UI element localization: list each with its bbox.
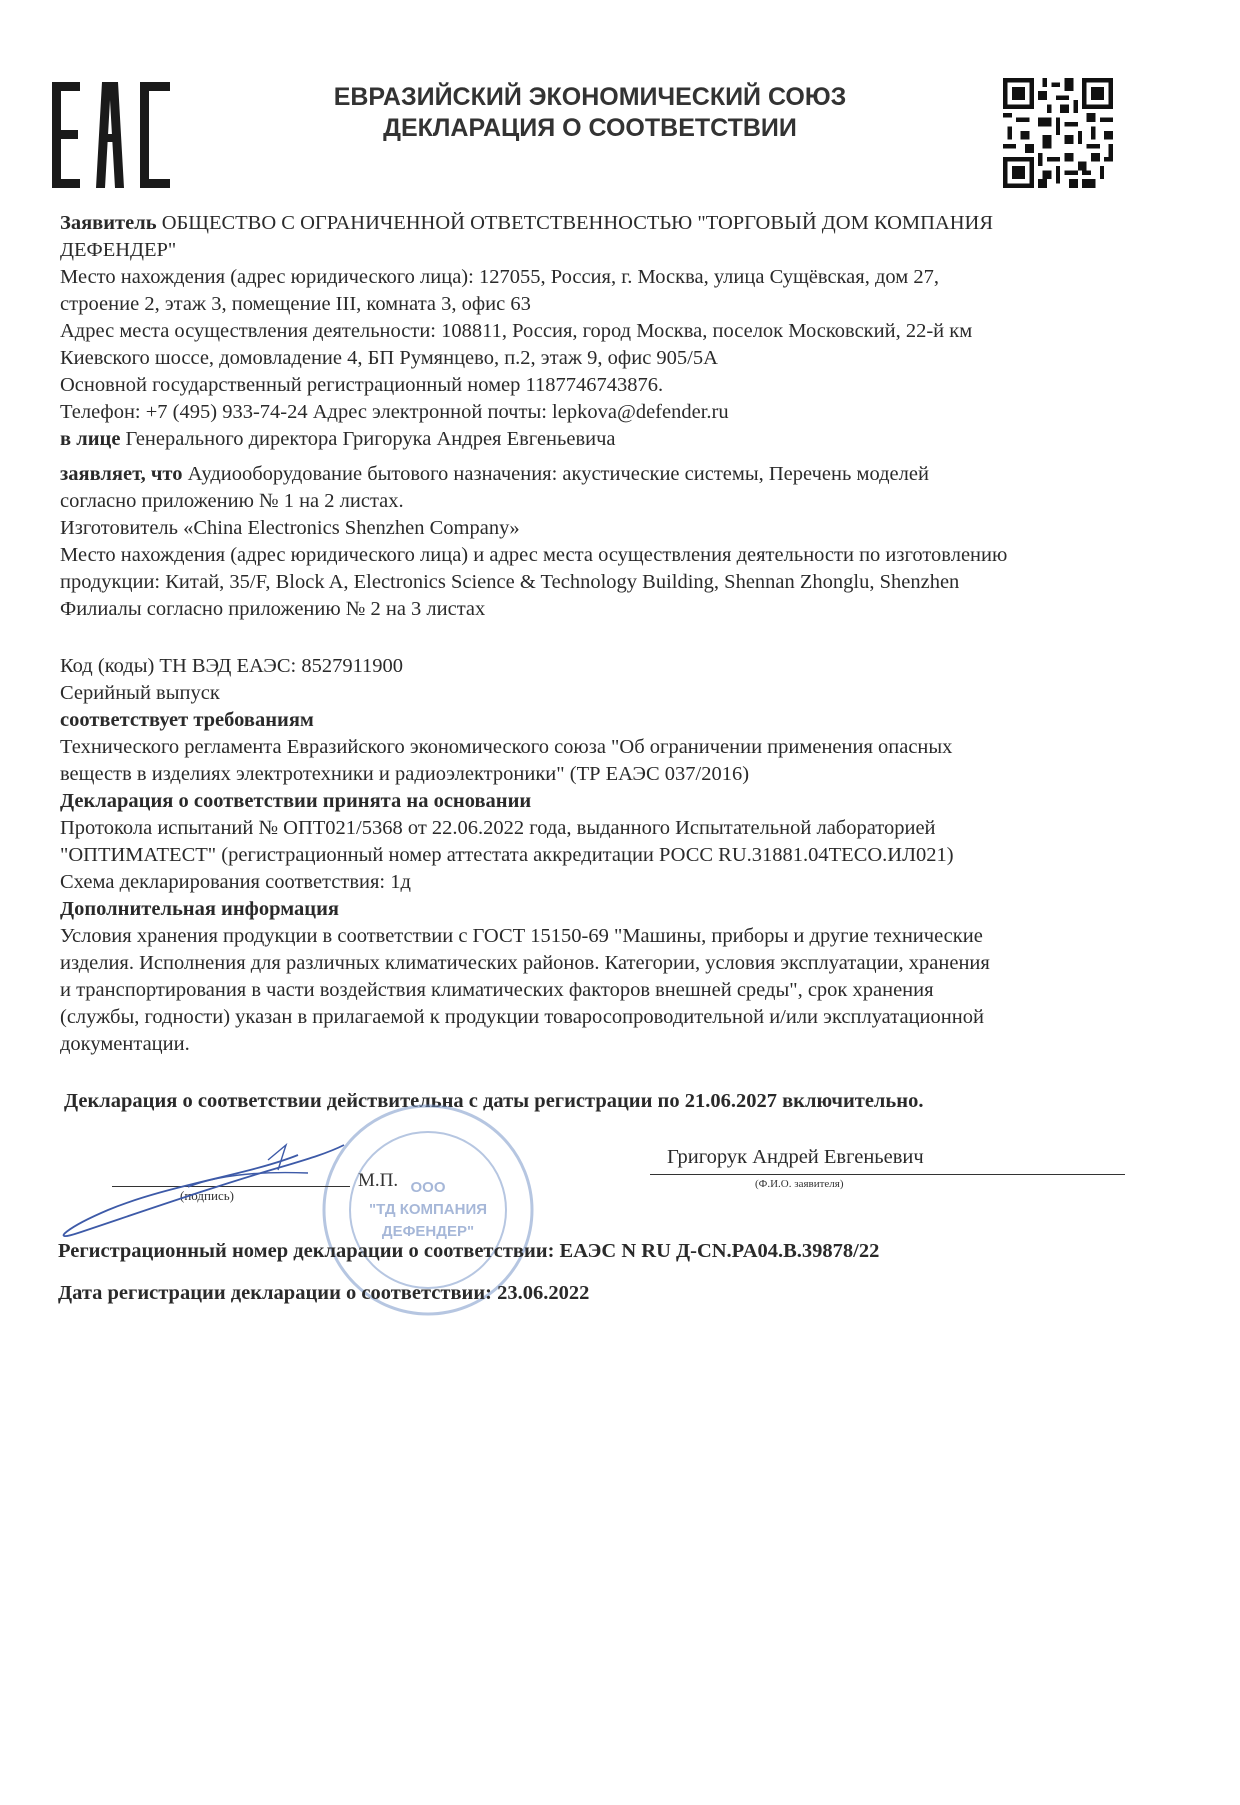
signature-caption: (подпись)	[180, 1188, 234, 1203]
requirements-line-2: веществ в изделиях электротехники и радиоэлектроники" (ТР ЕАЭС 037/2016)	[60, 763, 750, 785]
legal-address-2: строение 2, этаж 3, помещение III, комната 3, офис 63	[60, 293, 531, 315]
activity-address-1: Адрес места осуществления деятельности: 108811, Россия, город Москва, поселок Московский, 22-й км	[60, 320, 973, 342]
person-label: в лице	[60, 428, 121, 450]
declares-line-1	[60, 461, 1140, 488]
additional-line-4: (службы, годности) указан в прилагаемой к продукции товаросопроводительной и/или эксплуатационной	[60, 1006, 984, 1028]
handwritten-signature	[48, 1115, 348, 1245]
declares-label: заявляет, что	[60, 463, 183, 485]
basis-label: Декларация о соответствии принята на основании	[60, 790, 532, 812]
validity-statement: Декларация о соответствии действительна с даты регистрации по 21.06.2027 включительно.	[64, 1090, 924, 1112]
header-union: ЕВРАЗИЙСКИЙ ЭКОНОМИЧЕСКИЙ СОЮЗ	[333, 83, 847, 111]
registration-date: Дата регистрации декларации о соответствии: 23.06.2022	[58, 1282, 590, 1304]
declaration-body	[60, 210, 1140, 1058]
applicant-name: ОБЩЕСТВО С ОГРАНИЧЕННОЙ ОТВЕТСТВЕННОСТЬЮ "ТОРГОВЫЙ ДОМ КОМПАНИЯ	[161, 212, 994, 234]
person-line	[60, 426, 1140, 453]
requirements-line-1: Технического регламента Евразийского экономического союза "Об ограничении применения опасных	[60, 736, 953, 758]
branches-line: Филиалы согласно приложению № 2 на 3 листах	[60, 598, 486, 620]
signer-name-line	[650, 1174, 1125, 1175]
seal-place-label: М.П.	[358, 1170, 399, 1191]
document-header	[260, 82, 920, 144]
additional-line-2: изделия. Исполнения для различных климатических районов. Категории, условия эксплуатации, хранения	[60, 952, 990, 974]
additional-line-5: документации.	[60, 1033, 190, 1055]
applicant-label: Заявитель	[60, 212, 157, 234]
applicant-line-1	[60, 210, 1140, 237]
registration-number: Регистрационный номер декларации о соответствии: ЕАЭС N RU Д-CN.PA04.B.39878/22	[58, 1240, 880, 1262]
stamp-line-2: "ТД КОМПАНИЯ	[368, 1201, 488, 1218]
manufacturer-address-2: продукции: Китай, 35/F, Block A, Electronics Science & Technology Building, Shennan Zhonglu, Shenzhen	[60, 571, 960, 593]
additional-label: Дополнительная информация	[60, 898, 339, 920]
qr-code-icon	[1003, 78, 1113, 188]
legal-address-1: Место нахождения (адрес юридического лица): 127055, Россия, г. Москва, улица Сущёвская, дом 27,	[60, 266, 939, 288]
activity-address-2: Киевского шоссе, домовладение 4, БП Румянцево, п.2, этаж 9, офис 905/5А	[60, 347, 718, 369]
series-line: Серийный выпуск	[60, 682, 220, 704]
ogrn-line: Основной государственный регистрационный номер 1187746743876.	[60, 374, 664, 396]
declares-text: Аудиооборудование бытового назначения: акустические системы, Перечень моделей	[187, 463, 929, 485]
applicant-name-cont: ДЕФЕНДЕР"	[60, 239, 177, 261]
tnved-code-line: Код (коды) ТН ВЭД ЕАЭС: 8527911900	[60, 655, 404, 677]
signer-name: Григорук Андрей Евгеньевич	[667, 1146, 924, 1168]
stamp-line-1: ООО	[410, 1179, 446, 1196]
declares-line-2: согласно приложению № 1 на 2 листах.	[60, 490, 404, 512]
eac-logo	[52, 82, 170, 188]
basis-line-2: "ОПТИМАТЕСТ" (регистрационный номер аттестата аккредитации РОСС RU.31881.04ТЕСО.ИЛ021)	[60, 844, 954, 866]
person-name: Генерального директора Григорука Андрея Евгеньевича	[125, 428, 616, 450]
additional-line-1: Условия хранения продукции в соответствии с ГОСТ 15150-69 "Машины, приборы и другие технические	[60, 925, 983, 947]
stamp-line-3: ДЕФЕНДЕР"	[381, 1223, 475, 1240]
manufacturer-line: Изготовитель «China Electronics Shenzhen Company»	[60, 517, 520, 539]
manufacturer-address-1: Место нахождения (адрес юридического лица) и адрес места осуществления деятельности по изготовлению	[60, 544, 1008, 566]
signer-caption: (Ф.И.О. заявителя)	[755, 1178, 844, 1190]
additional-line-3: и транспортирования в части воздействия климатических факторов внешней среды", срок хранения	[60, 979, 934, 1001]
header-title: ДЕКЛАРАЦИЯ О СООТВЕТСТВИИ	[383, 114, 797, 142]
scheme-line: Схема декларирования соответствия: 1д	[60, 871, 411, 893]
basis-line-1: Протокола испытаний № ОПТ021/5368 от 22.06.2022 года, выданного Испытательной лабораторией	[60, 817, 936, 839]
requirements-label: соответствует требованиям	[60, 709, 314, 731]
contacts-line: Телефон: +7 (495) 933-74-24 Адрес электронной почты: lepkova@defender.ru	[60, 401, 729, 423]
